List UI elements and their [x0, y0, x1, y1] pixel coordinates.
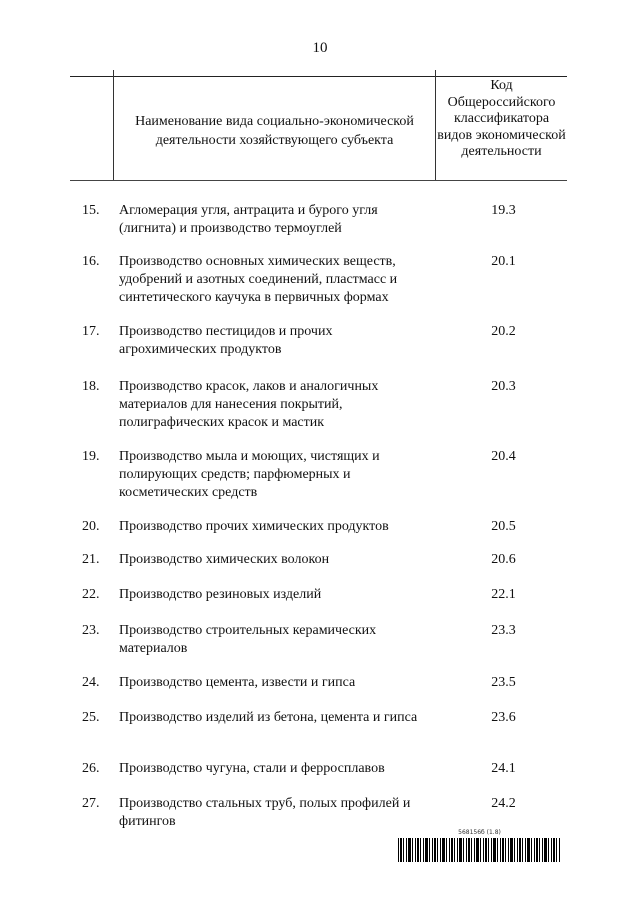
header-top-rule — [70, 76, 567, 77]
row-activity-name: Производство основных химических веществ, удобрений и азотных соединений, пластмасс и синтетического каучука в первичных формах — [119, 254, 398, 305]
row-number: 19. — [82, 449, 100, 464]
table-row — [0, 674, 640, 709]
header-bottom-rule — [70, 180, 567, 181]
row-activity-name: Производство красок, лаков и аналогичных материалов для нанесения покрытий, полиграфических красок и мастик — [119, 379, 379, 430]
row-number: 20. — [82, 519, 100, 534]
row-number: 17. — [82, 324, 100, 339]
row-activity-name: Производство мыла и моющих, чистящих и полирующих средств; парфюмерных и косметических средств — [119, 449, 380, 500]
table-row — [0, 622, 640, 674]
barcode-block — [398, 829, 561, 862]
row-okved-code: 22.1 — [491, 587, 516, 602]
row-okved-code: 23.5 — [491, 675, 516, 690]
row-okved-code: 20.4 — [491, 449, 516, 464]
table-row — [0, 709, 640, 760]
table-row — [0, 760, 640, 795]
table-body — [0, 202, 640, 835]
row-activity-name: Производство чугуна, стали и ферросплавов — [119, 761, 385, 776]
row-okved-code: 19.3 — [491, 203, 516, 218]
table-row — [0, 448, 640, 518]
row-activity-name: Производство прочих химических продуктов — [119, 519, 389, 534]
row-okved-code: 23.3 — [491, 623, 516, 638]
table-row — [0, 551, 640, 586]
row-activity-name: Производство изделий из бетона, цемента и гипса — [119, 710, 418, 725]
row-okved-code: 20.5 — [491, 519, 516, 534]
header-name-column: Наименование вида социально-экономической деятельности хозяйствующего субъекта — [135, 114, 414, 148]
row-number: 21. — [82, 552, 100, 567]
row-activity-name: Производство строительных керамических материалов — [119, 623, 377, 656]
row-okved-code: 20.3 — [491, 379, 516, 394]
page-number: 10 — [312, 40, 328, 56]
row-number: 25. — [82, 710, 100, 725]
row-okved-code: 24.2 — [491, 796, 516, 811]
row-activity-name: Производство цемента, извести и гипса — [119, 675, 356, 690]
row-activity-name: Производство резиновых изделий — [119, 587, 322, 602]
row-number: 18. — [82, 379, 100, 394]
row-number: 16. — [82, 254, 100, 269]
table-row — [0, 518, 640, 551]
barcode-caption: 568156б (1.8) — [458, 829, 501, 836]
row-activity-name: Производство пестицидов и прочих агрохимических продуктов — [119, 324, 333, 357]
table-row — [0, 323, 640, 378]
barcode-image — [398, 838, 561, 862]
row-number: 27. — [82, 796, 100, 811]
row-okved-code: 23.6 — [491, 710, 516, 725]
row-number: 22. — [82, 587, 100, 602]
row-number: 23. — [82, 623, 100, 638]
row-number: 24. — [82, 675, 100, 690]
row-activity-name: Производство химических волокон — [119, 552, 330, 567]
row-okved-code: 20.2 — [491, 324, 516, 339]
row-activity-name: Производство стальных труб, полых профилей и фитингов — [119, 796, 411, 829]
row-okved-code: 20.1 — [491, 254, 516, 269]
row-number: 26. — [82, 761, 100, 776]
row-activity-name: Агломерация угля, антрацита и бурого угля (лигнита) и производство термоуглей — [119, 203, 378, 236]
row-number: 15. — [82, 203, 100, 218]
table-row — [0, 253, 640, 323]
table-row — [0, 202, 640, 253]
table-row — [0, 378, 640, 448]
table-row — [0, 586, 640, 622]
row-okved-code: 24.1 — [491, 761, 516, 776]
header-code-column: Код Общероссийского классификатора видов экономической деятельности — [437, 78, 566, 159]
row-okved-code: 20.6 — [491, 552, 516, 567]
